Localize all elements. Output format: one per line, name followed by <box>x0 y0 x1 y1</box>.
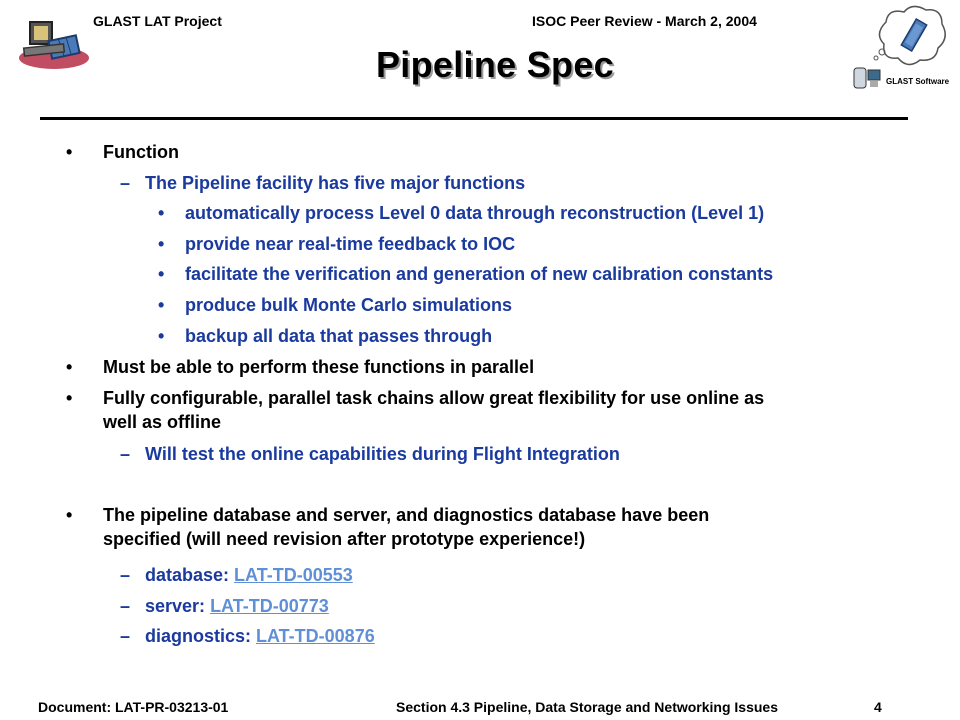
bullet-item-level-2 <box>145 443 620 465</box>
bullet-text: provide near real-time feedback to IOC <box>185 234 516 254</box>
bullet-text: automatically process Level 0 data through reconstruction (Level 1) <box>185 203 765 223</box>
bullet-item-level-2 <box>145 564 353 586</box>
bullet-item-level-3 <box>185 325 492 347</box>
bullet-continuation: well as offline <box>103 412 222 432</box>
bullet-marker: • <box>158 295 165 315</box>
bullet-marker: – <box>120 596 131 616</box>
page-number: 4 <box>874 699 882 715</box>
document-link[interactable]: LAT-TD-00773 <box>210 596 329 616</box>
bullet-text: diagnostics: <box>145 626 257 646</box>
bullet-item-level-2 <box>145 595 329 617</box>
bullet-text: The pipeline database and server, and diagnostics database have been <box>103 505 710 525</box>
bullet-marker: • <box>158 264 165 284</box>
bullet-marker: • <box>66 388 73 408</box>
bullet-item-level-1 <box>103 141 179 163</box>
bullet-item-level-3 <box>185 233 515 255</box>
bullet-item-level-1 <box>103 387 764 409</box>
bullet-text: database: <box>145 565 235 585</box>
project-name: GLAST LAT Project <box>93 13 222 29</box>
slide-title: Pipeline Spec <box>376 44 614 85</box>
bullet-item-level-2 <box>145 172 525 194</box>
bullet-text: backup all data that passes through <box>185 326 493 346</box>
bullet-text: Will test the online capabilities during Flight Integration <box>145 444 620 464</box>
bullet-text: The Pipeline facility has five major functions <box>145 173 526 193</box>
bullet-text: Must be able to perform these functions in parallel <box>103 357 535 377</box>
section-label: Section 4.3 Pipeline, Data Storage and Networking Issues <box>396 699 778 715</box>
bullet-text: facilitate the verification and generation of new calibration constants <box>185 264 774 284</box>
bullet-text: Function <box>103 142 179 162</box>
document-link[interactable]: LAT-TD-00553 <box>234 565 353 585</box>
bullet-marker: • <box>66 357 73 377</box>
bullet-marker: – <box>120 173 131 193</box>
bullet-item-level-3 <box>185 202 764 224</box>
bullet-marker: • <box>66 142 73 162</box>
bullet-item-level-3 <box>185 263 773 285</box>
bullet-marker: • <box>158 326 165 346</box>
document-id: Document: LAT-PR-03213-01 <box>38 699 229 715</box>
bullet-item-level-1 <box>103 504 709 526</box>
title-divider <box>40 117 908 120</box>
bullet-marker: – <box>120 444 131 464</box>
bullet-text: produce bulk Monte Carlo simulations <box>185 295 513 315</box>
review-date: ISOC Peer Review - March 2, 2004 <box>532 13 757 29</box>
bullet-text: Fully configurable, parallel task chains allow great flexibility for use online as <box>103 388 765 408</box>
bullet-marker: • <box>66 505 73 525</box>
bullet-item-level-1 <box>103 356 534 378</box>
bullet-marker: • <box>158 234 165 254</box>
bullet-marker: – <box>120 626 131 646</box>
bullet-item-level-3 <box>185 294 512 316</box>
bullet-item-level-2 <box>145 625 375 647</box>
logo-text: GLAST Software <box>886 77 950 86</box>
bullet-continuation: specified (will need revision after prototype experience!) <box>103 529 586 549</box>
document-link[interactable]: LAT-TD-00876 <box>256 626 375 646</box>
bullet-marker: – <box>120 565 131 585</box>
bullet-marker: • <box>158 203 165 223</box>
bullet-text: server: <box>145 596 211 616</box>
